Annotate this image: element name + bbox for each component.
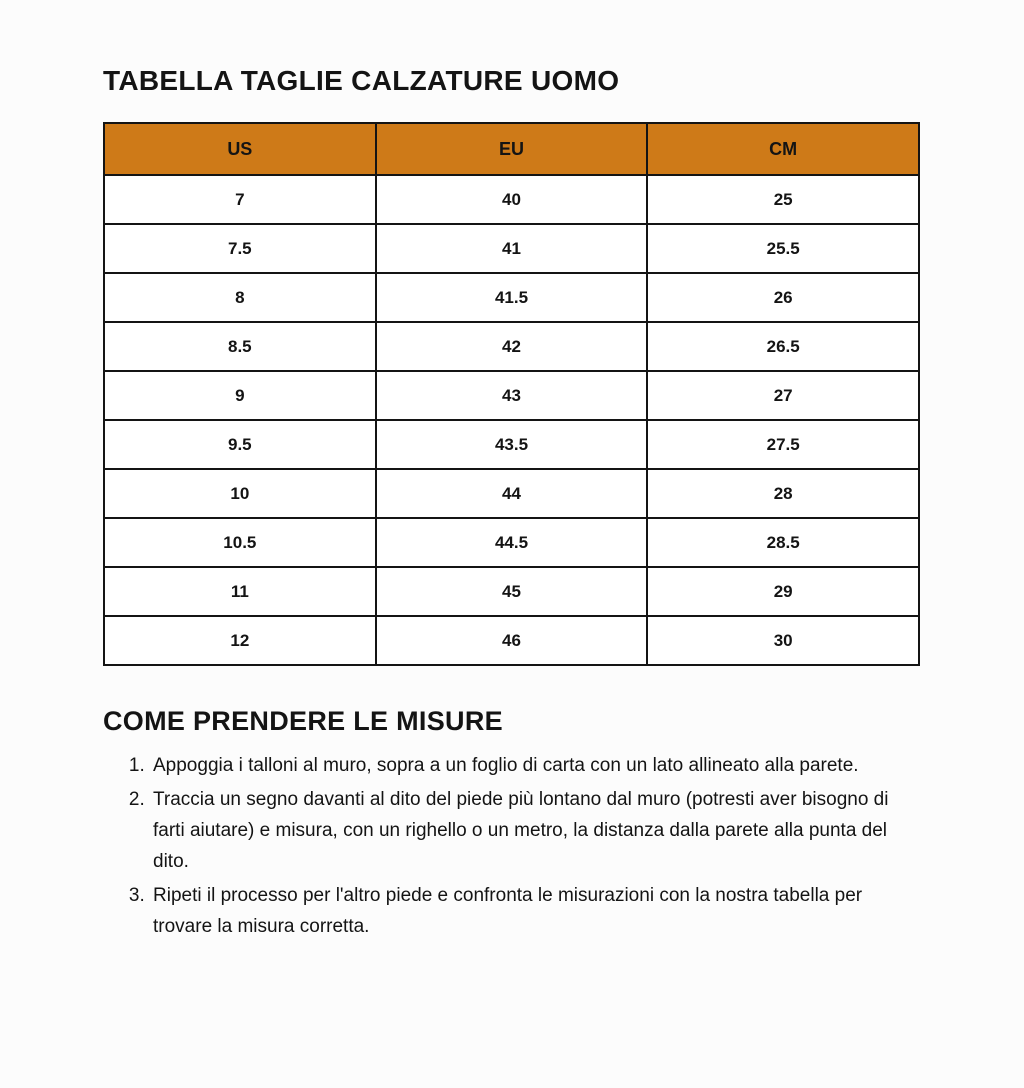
table-cell: 43 — [376, 371, 648, 420]
table-cell: 25 — [647, 175, 919, 224]
table-cell: 9 — [104, 371, 376, 420]
table-cell: 9.5 — [104, 420, 376, 469]
page-title: TABELLA TAGLIE CALZATURE UOMO — [103, 65, 620, 96]
table-cell: 8.5 — [104, 322, 376, 371]
section-heading: COME PRENDERE LE MISURE — [103, 706, 503, 736]
size-table-head — [104, 123, 919, 175]
table-cell: 25.5 — [647, 224, 919, 273]
table-cell: 28 — [647, 469, 919, 518]
table-cell: 8 — [104, 273, 376, 322]
table-cell: 7.5 — [104, 224, 376, 273]
page — [0, 64, 1024, 1088]
column-header-cm: CM — [647, 123, 919, 175]
size-table — [103, 122, 920, 666]
table-row — [104, 420, 919, 469]
table-cell: 12 — [104, 616, 376, 665]
table-cell: 10.5 — [104, 518, 376, 567]
list-item: 2. Traccia un segno davanti al dito del piede più lontano dal muro (potresti aver bisogno di farti aiutare) e misura, con un righello o un metro, la distanza dalla parete alla punta del dito. — [150, 784, 920, 877]
table-row — [104, 273, 919, 322]
table-cell: 29 — [647, 567, 919, 616]
table-cell: 42 — [376, 322, 648, 371]
table-cell: 44 — [376, 469, 648, 518]
table-row — [104, 469, 919, 518]
table-cell: 45 — [376, 567, 648, 616]
table-cell: 30 — [647, 616, 919, 665]
table-row — [104, 616, 919, 665]
list-item: 1. Appoggia i talloni al muro, sopra a un foglio di carta con un lato allineato alla parete. — [150, 750, 920, 781]
table-cell: 41.5 — [376, 273, 648, 322]
size-guide — [103, 64, 920, 942]
table-cell: 11 — [104, 567, 376, 616]
table-cell: 7 — [104, 175, 376, 224]
table-row — [104, 322, 919, 371]
table-cell: 28.5 — [647, 518, 919, 567]
column-header-us: US — [104, 123, 376, 175]
table-row — [104, 371, 919, 420]
table-cell: 27 — [647, 371, 919, 420]
list-item: 3. Ripeti il processo per l'altro piede e confronta le misurazioni con la nostra tabella per trovare la misura corretta. — [150, 880, 920, 942]
instructions-list — [103, 750, 920, 942]
table-row — [104, 175, 919, 224]
table-cell: 41 — [376, 224, 648, 273]
table-header-row — [104, 123, 919, 175]
column-header-eu: EU — [376, 123, 648, 175]
table-cell: 26.5 — [647, 322, 919, 371]
table-cell: 40 — [376, 175, 648, 224]
table-row — [104, 224, 919, 273]
table-cell: 27.5 — [647, 420, 919, 469]
table-cell: 44.5 — [376, 518, 648, 567]
table-row — [104, 518, 919, 567]
size-table-body — [104, 175, 919, 665]
table-cell: 10 — [104, 469, 376, 518]
table-cell: 46 — [376, 616, 648, 665]
table-cell: 26 — [647, 273, 919, 322]
table-row — [104, 567, 919, 616]
table-cell: 43.5 — [376, 420, 648, 469]
